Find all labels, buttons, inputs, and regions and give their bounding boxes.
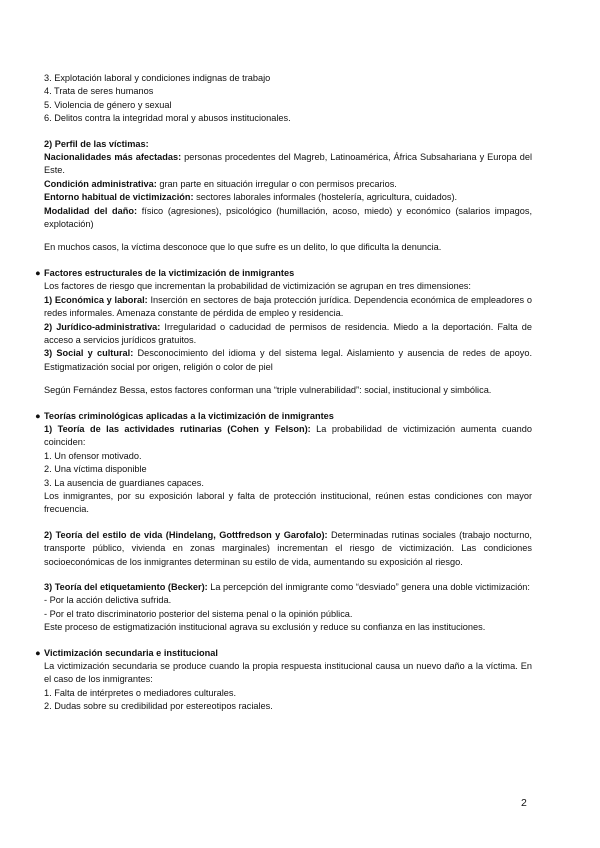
perfil-note: En muchos casos, la víctima desconoce que lo que sufre es un delito, lo que dificulta la denuncia. <box>44 242 442 253</box>
factores-note: Según Fernández Bessa, estos factores conforman una “triple vulnerabilidad”: social, institucional y simbólica. <box>44 385 492 396</box>
bullet-icon: ● <box>35 267 41 278</box>
list-item: 2. Una víctima disponible <box>44 464 147 475</box>
factor-item: 1) Económica y laboral: Inserción en sectores de baja protección jurídica. Dependencia económica de empleadores o redes informales. Amenaza constante de pérdida de empleo y residencia. <box>44 294 532 319</box>
list-item: 3. Explotación laboral y condiciones indignas de trabajo <box>44 73 271 83</box>
perfil-heading: 2) Perfil de las víctimas: <box>44 138 149 149</box>
list-item: 5. Violencia de género y sexual <box>44 99 172 110</box>
factores-title: ● Factores estructurales de la victimización de inmigrantes <box>35 267 532 280</box>
list-item: 3. La ausencia de guardianes capaces. <box>44 477 204 488</box>
list-item: 4. Trata de seres humanos <box>44 86 154 97</box>
perfil-item: Nacionalidades más afectadas: personas procedentes del Magreb, Latinoamérica, África Subsahariana y Europa del Este. <box>44 152 532 176</box>
secundaria-section <box>35 647 532 714</box>
teoria-1: 1) Teoría de las actividades rutinarias (Cohen y Felson): La probabilidad de victimización aumenta cuando coinciden: <box>44 423 532 448</box>
teorias-section <box>35 410 532 635</box>
list-item: 1. Un ofensor motivado. <box>44 450 142 461</box>
teorias-title: ● Teorías criminológicas aplicadas a la victimización de inmigrantes <box>35 410 532 423</box>
secundaria-intro: La victimización secundaria se produce cuando la propia respuesta institucional causa un nuevo daño a la víctima. En el caso de los inmigrantes: <box>44 661 532 685</box>
factor-item: 3) Social y cultural: Desconocimiento del idioma y del sistema legal. Aislamiento y ausencia de redes de apoyo. Estigmatización social por origen, religión o color de piel <box>44 348 532 372</box>
list-item: - Por el trato discriminatorio posterior del sistema penal o la opinión pública. <box>44 608 353 619</box>
document-page <box>35 72 532 714</box>
perfil-item: Condición administrativa: gran parte en situación irregular o con permisos precarios. <box>44 178 397 189</box>
factores-section <box>35 267 532 398</box>
list-item: 6. Delitos contra la integridad moral y abusos institucionales. <box>44 113 291 124</box>
teoria-3-note: Este proceso de estigmatización institucional agrava su exclusión y reduce su confianza en las instituciones. <box>44 622 486 633</box>
bullet-icon: ● <box>35 410 41 421</box>
perfil-section <box>44 138 532 255</box>
teoria-2: 2) Teoría del estilo de vida (Hindelang, Gottfredson y Garofalo): Determinadas rutinas sociales (trabajo nocturno, transporte público, vivienda en zonas marginales) incrementan el riesgo de victimización. Las condiciones socioeconómicas de los inmigrantes determinan su estilo de vida, aumentando su exposición al riesgo. <box>44 529 532 567</box>
page-number: 2 <box>521 797 527 809</box>
list-item: - Por la acción delictiva sufrida. <box>44 595 172 606</box>
factor-item: 2) Jurídico-administrativa: Irregularidad o caducidad de permisos de residencia. Miedo a la deportación. Falta de acceso a servicios jurídicos gratuitos. <box>44 321 532 345</box>
list-item: 1. Falta de intérpretes o mediadores culturales. <box>44 687 237 698</box>
bullet-icon: ● <box>35 647 41 658</box>
list-item: 2. Dudas sobre su credibilidad por estereotipos raciales. <box>44 701 273 712</box>
factores-intro: Los factores de riesgo que incrementan la probabilidad de victimización se agrupan en tres dimensiones: <box>44 281 471 292</box>
intro-list <box>44 72 532 126</box>
teoria-3: 3) Teoría del etiquetamiento (Becker): La percepción del inmigrante como “desviado” genera una doble victimización: <box>44 582 530 592</box>
secundaria-title: ● Victimización secundaria e institucional <box>35 647 532 660</box>
teoria-1-note: Los inmigrantes, por su exposición laboral y falta de protección institucional, reúnen estas condiciones con mayor frecuencia. <box>44 490 532 515</box>
perfil-item: Entorno habitual de victimización: sectores laborales informales (hostelería, agricultura, cuidados). <box>44 192 458 203</box>
perfil-item: Modalidad del daño: físico (agresiones), psicológico (humillación, acoso, miedo) y económico (salarios impagos, explotación) <box>44 205 532 230</box>
